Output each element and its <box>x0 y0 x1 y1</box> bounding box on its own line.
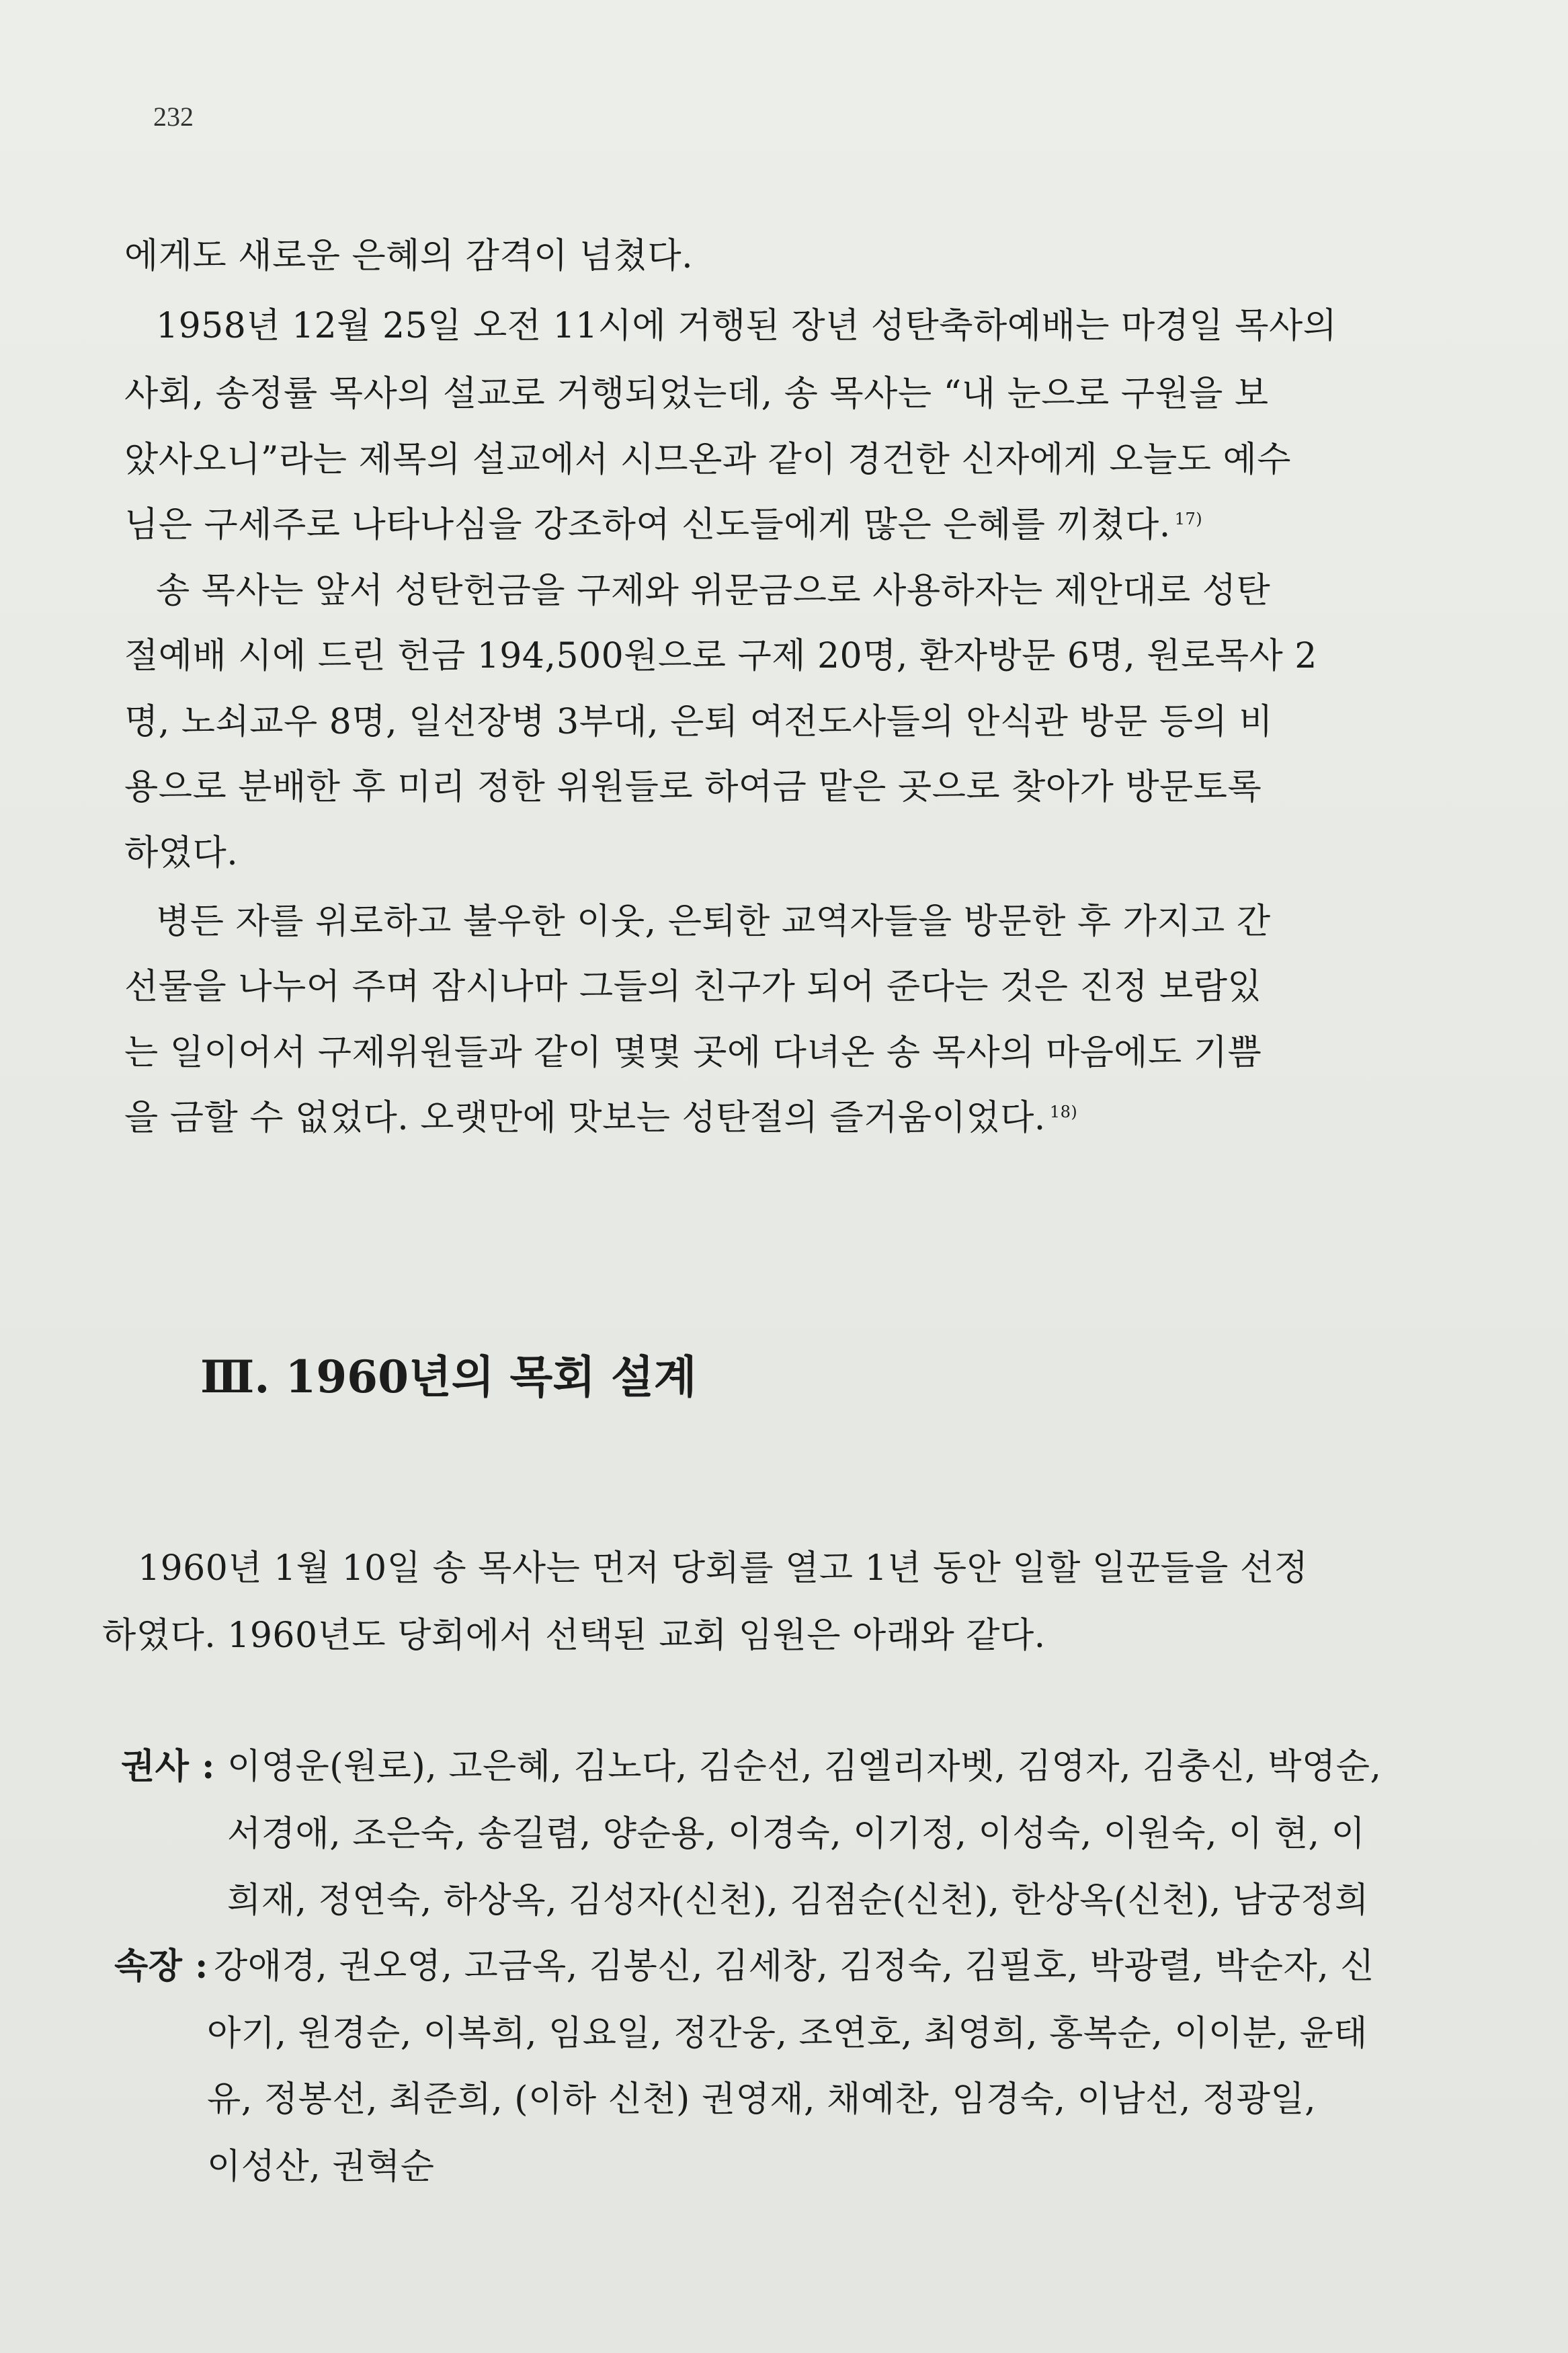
text-line: 에게도 새로운 은혜의 감격이 넘쳤다. <box>124 236 694 276</box>
text-line-content: 을 금할 수 없었다. 오랫만에 맛보는 성탄절의 즐거움이었다. <box>124 1098 1046 1138</box>
list-line: 아기, 원경순, 이복희, 임요일, 정간웅, 조연호, 최영희, 홍복순, 이이분, 윤태 <box>207 2013 1368 2054</box>
text-line: 병든 자를 위로하고 불우한 이웃, 은퇴한 교역자들을 방문한 후 가지고 간 <box>156 902 1271 942</box>
text-line: 용으로 분배한 후 미리 정한 위원들로 하여금 맡은 곳으로 찾아가 방문토록 <box>124 767 1262 807</box>
text-line: 1960년 1월 10일 송 목사는 먼저 당회를 열고 1년 동안 일할 일꾼들을 선정 <box>138 1548 1309 1589</box>
footnote-marker: 18) <box>1049 1102 1078 1121</box>
text-line: 하였다. <box>124 833 239 873</box>
footnote-marker: 17) <box>1174 509 1203 528</box>
list-line: 유, 정봉선, 최준희, (이하 신천) 권영재, 채예찬, 임경숙, 이남선, 정광일, <box>207 2079 1317 2120</box>
section-heading: Ⅲ. 1960년의 목회 설계 <box>200 1351 697 1403</box>
text-line: 1958년 12월 25일 오전 11시에 거행된 장년 성탄축하예배는 마경일 목사의 <box>156 306 1337 346</box>
text-line: 선물을 나누어 주며 잠시나마 그들의 친구가 되어 준다는 것은 진정 보람있 <box>124 967 1262 1007</box>
list-line: 강애경, 권오영, 고금옥, 김봉신, 김세창, 김정숙, 김필호, 박광렬, 박순자, 신 <box>214 1946 1375 1987</box>
list-line: 희재, 정연숙, 하상옥, 김성자(신천), 김점순(신천), 한상옥(신천), 남궁정희 <box>227 1880 1369 1921</box>
text-line: 았사오니”라는 제목의 설교에서 시므온과 같이 경건한 신자에게 오늘도 예수 <box>124 440 1292 480</box>
text-line: 송 목사는 앞서 성탄헌금을 구제와 위문금으로 사용하자는 제안대로 성탄 <box>156 571 1271 611</box>
list-line: 서경애, 조은숙, 송길렴, 양순용, 이경숙, 이기정, 이성숙, 이원숙, 이 현, 이 <box>227 1814 1366 1854</box>
list-line: 이성산, 권혁순 <box>207 2147 435 2187</box>
text-line <box>124 496 1202 547</box>
page-number: 232 <box>153 102 194 132</box>
text-line: 는 일이어서 구제위원들과 같이 몇몇 곳에 다녀온 송 목사의 마음에도 기쁨 <box>124 1033 1262 1073</box>
list-label-sokjang: 속장 : <box>114 1946 208 1987</box>
text-line: 명, 노쇠교우 8명, 일선장병 3부대, 은퇴 여전도사들의 안식관 방문 등의 비 <box>124 702 1274 742</box>
list-label-gwonsa: 권사 : <box>121 1746 215 1787</box>
text-line-content: 님은 구세주로 나타나심을 강조하여 신도들에게 많은 은혜를 끼쳤다. <box>124 505 1171 545</box>
text-line <box>124 1089 1077 1140</box>
list-line: 이영운(원로), 고은혜, 김노다, 김순선, 김엘리자벳, 김영자, 김충신, 박영순, <box>227 1747 1382 1787</box>
text-line: 사회, 송정률 목사의 설교로 거행되었는데, 송 목사는 “내 눈으로 구원을 보 <box>124 374 1269 414</box>
text-line: 절예배 시에 드린 헌금 194,500원으로 구제 20명, 환자방문 6명, 원로목사 2 <box>124 636 1317 676</box>
text-line: 하였다. 1960년도 당회에서 선택된 교회 임원은 아래와 같다. <box>102 1616 1046 1656</box>
